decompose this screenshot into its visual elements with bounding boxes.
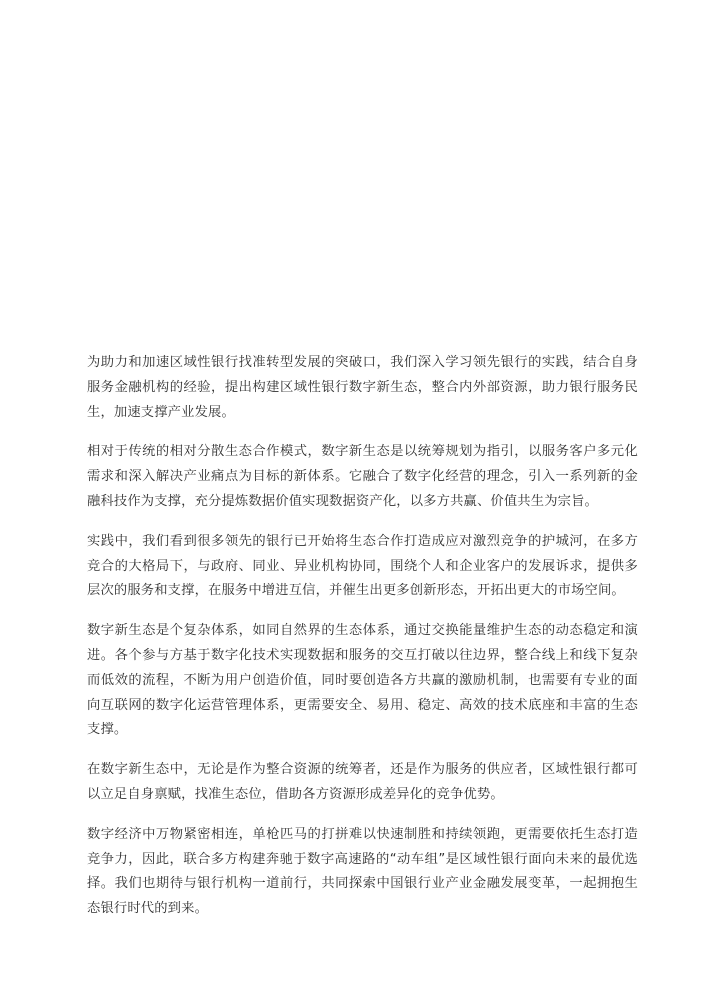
- body-text: [87, 351, 638, 937]
- paragraph-4: 数字新生态是个复杂体系，如同自然界的生态体系，通过交换能量维护生态的动态稳定和演进。各个参与方基于数字化技术实现数据和服务的交互打破以往边界，整合线上和线下复杂而低效的流程，不断为用户创造价值，同时要创造各方共赢的激励机制，也需要有专业的面向互联网的数字化运营管理体系，更需要安全、易用、稳定、高效的技术底座和丰富的生态支撑。: [87, 623, 638, 738]
- paragraph-3: 实践中，我们看到很多领先的银行已开始将生态合作打造成应对激烈竞争的护城河，在多方竞合的大格局下，与政府、同业、异业机构协同，围绕个人和企业客户的发展诉求，提供多层次的服务和支撑，在服务中增进互信，并催生出更多创新形态，开拓出更大的市场空间。: [87, 533, 638, 599]
- paragraph-6: 数字经济中万物紧密相连，单枪匹马的打拼难以快速制胜和持续领跑，更需要依托生态打造竞争力，因此，联合多方构建奔驰于数字高速路的“动车组”是区域性银行面向未来的最优选择。我们也期待与银行机构一道前行，共同探索中国银行业产业金融发展变革，一起拥抱生态银行时代的到来。: [87, 826, 638, 917]
- paragraph-1: 为助力和加速区域性银行找准转型发展的突破口，我们深入学习领先银行的实践，结合自身服务金融机构的经验，提出构建区域性银行数字新生态，整合内外部资源，助力银行服务民生，加速支撑产业发展。: [87, 355, 638, 420]
- paragraph-5: 在数字新生态中，无论是作为整合资源的统筹者，还是作为服务的供应者，区域性银行都可以立足自身禀赋，找准生态位，借助各方资源形成差异化的竞争优势。: [87, 762, 638, 802]
- paragraph-2: 相对于传统的相对分散生态合作模式，数字新生态是以统筹规划为指引，以服务客户多元化需求和深入解决产业痛点为目标的新体系。它融合了数字化经营的理念，引入一系列新的金融科技作为支撑，充分提炼数据价值实现数据资产化，以多方共赢、价值共生为宗旨。: [87, 444, 638, 509]
